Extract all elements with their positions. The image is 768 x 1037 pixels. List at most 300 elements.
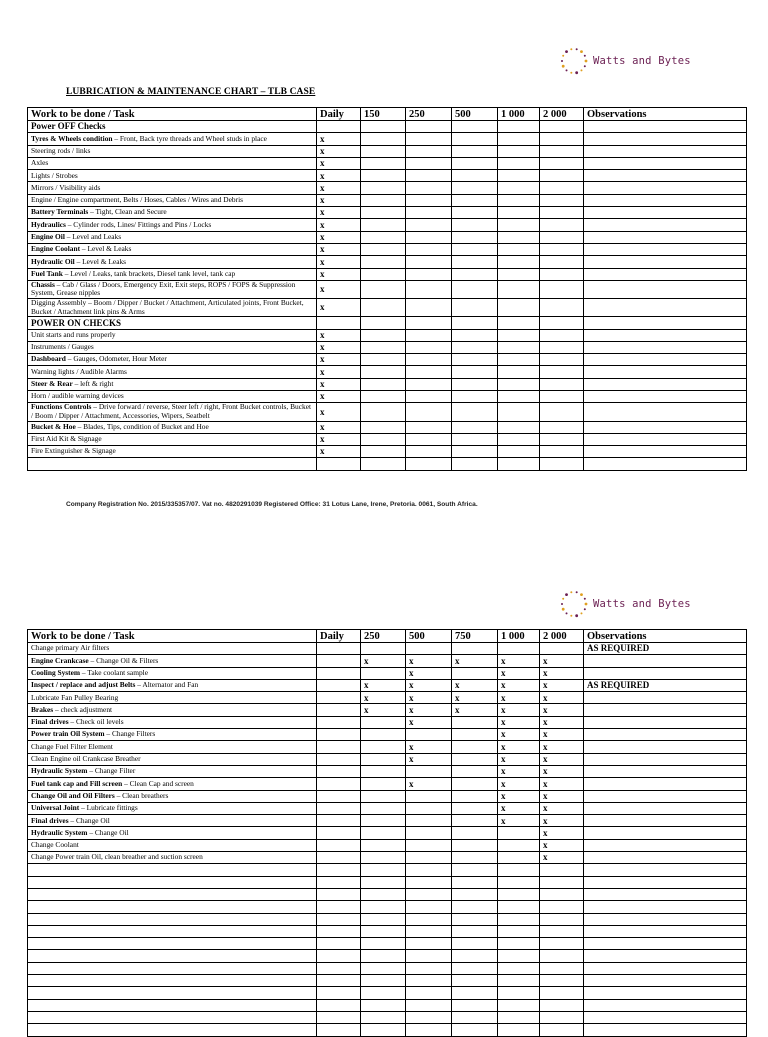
task-cell xyxy=(28,341,317,353)
empty-cell xyxy=(540,121,584,133)
service-interval-chart-table xyxy=(27,629,747,1037)
empty-cell xyxy=(317,864,361,876)
task-cell xyxy=(28,876,317,888)
task-cell xyxy=(28,354,317,366)
task-description: – left & right xyxy=(72,379,114,389)
task-description: – Change Oil xyxy=(87,827,129,837)
interval-mark-cell: x xyxy=(317,299,361,317)
empty-cell xyxy=(406,121,452,133)
empty-cell xyxy=(361,378,406,390)
observations-cell xyxy=(584,839,747,851)
logo-dot xyxy=(585,60,588,63)
interval-mark-cell: x xyxy=(406,741,452,753)
empty-cell xyxy=(317,729,361,741)
empty-cell xyxy=(452,207,498,219)
table-row xyxy=(28,145,747,157)
empty-cell xyxy=(406,913,452,925)
interval-mark-cell: x xyxy=(317,243,361,255)
empty-cell xyxy=(452,1024,498,1036)
empty-cell xyxy=(452,243,498,255)
logo-dot xyxy=(561,603,563,605)
empty-cell xyxy=(317,901,361,913)
interval-mark-cell: x xyxy=(361,704,406,716)
task-description: Change Coolant xyxy=(31,840,79,850)
task-cell xyxy=(28,679,317,691)
interval-mark-cell: x xyxy=(406,704,452,716)
table-row xyxy=(28,329,747,341)
task-description: Engine / Engine compartment, Belts / Hoses, Cables / Wires and Debris xyxy=(31,195,244,205)
column-header: Daily xyxy=(317,630,361,643)
task-description: – Check oil levels xyxy=(68,717,124,727)
task-description: Change Power train Oil, clean breather and suction screen xyxy=(31,852,203,862)
task-description: Horn / audible warning devices xyxy=(31,391,124,401)
empty-cell xyxy=(584,317,747,329)
task-cell xyxy=(28,729,317,741)
empty-cell xyxy=(498,243,540,255)
empty-cell xyxy=(361,667,406,679)
empty-cell xyxy=(540,901,584,913)
empty-cell xyxy=(540,999,584,1011)
empty-cell xyxy=(498,231,540,243)
table-row xyxy=(28,962,747,974)
task-description: Mirrors / Visibility aids xyxy=(31,182,101,192)
column-header: 750 xyxy=(452,630,498,643)
task-cell xyxy=(28,219,317,231)
task-description: – Level / Leaks, tank brackets, Diesel tank level, tank cap xyxy=(62,268,236,278)
empty-cell xyxy=(452,888,498,900)
table-row xyxy=(28,667,747,679)
task-description: – Gauges, Odometer, Hour Meter xyxy=(65,354,167,364)
task-description: – Level & Leaks xyxy=(80,244,132,254)
empty-cell xyxy=(452,643,498,655)
table-row xyxy=(28,133,747,145)
empty-cell xyxy=(540,182,584,194)
empty-cell xyxy=(452,999,498,1011)
empty-cell xyxy=(406,888,452,900)
task-description: – Blades, Tips, condition of Bucket and Hoe xyxy=(75,421,209,431)
column-header: Observations xyxy=(584,630,747,643)
empty-cell xyxy=(540,354,584,366)
logo-dot xyxy=(584,65,586,67)
table-row xyxy=(28,938,747,950)
interval-mark-cell: x xyxy=(452,692,498,704)
empty-cell xyxy=(540,256,584,268)
column-header: 500 xyxy=(452,108,498,121)
task-description: – Front, Back tyre threads and Wheel studs in place xyxy=(112,133,267,143)
empty-cell xyxy=(452,231,498,243)
task-cell xyxy=(28,913,317,925)
empty-cell xyxy=(540,421,584,433)
task-description: – Change Oil xyxy=(68,815,110,825)
interval-mark-cell: x xyxy=(498,729,540,741)
interval-mark-cell: x xyxy=(452,704,498,716)
interval-mark-cell: x xyxy=(406,679,452,691)
interval-mark-cell: x xyxy=(317,256,361,268)
empty-cell xyxy=(498,433,540,445)
table-row xyxy=(28,925,747,937)
empty-cell xyxy=(498,864,540,876)
table-row xyxy=(28,876,747,888)
empty-cell xyxy=(498,852,540,864)
interval-mark-cell: x xyxy=(540,704,584,716)
empty-cell xyxy=(452,268,498,280)
empty-cell xyxy=(452,354,498,366)
interval-mark-cell: x xyxy=(540,802,584,814)
table-row xyxy=(28,975,747,987)
empty-cell xyxy=(361,778,406,790)
observations-cell xyxy=(584,888,747,900)
observations-cell xyxy=(584,667,747,679)
empty-cell xyxy=(317,778,361,790)
empty-cell xyxy=(361,999,406,1011)
empty-cell xyxy=(498,643,540,655)
empty-cell xyxy=(406,999,452,1011)
empty-cell xyxy=(540,194,584,206)
brand-logo xyxy=(557,587,691,621)
logo-dot xyxy=(580,593,583,596)
empty-cell xyxy=(361,950,406,962)
task-label-bold: Inspect / replace and adjust Belts xyxy=(31,680,136,690)
empty-cell xyxy=(540,975,584,987)
task-label-bold: Tyres & Wheels condition xyxy=(31,133,113,143)
empty-cell xyxy=(406,243,452,255)
observations-cell xyxy=(584,207,747,219)
interval-mark-cell: x xyxy=(540,815,584,827)
observations-cell xyxy=(584,378,747,390)
interval-mark-cell: x xyxy=(540,765,584,777)
interval-mark-cell: x xyxy=(498,704,540,716)
observations-cell xyxy=(584,938,747,950)
table-row xyxy=(28,790,747,802)
empty-cell xyxy=(361,207,406,219)
interval-mark-cell: x xyxy=(540,655,584,667)
empty-cell xyxy=(452,765,498,777)
interval-mark-cell: x xyxy=(317,329,361,341)
interval-mark-cell: x xyxy=(317,133,361,145)
empty-cell xyxy=(452,962,498,974)
table-row xyxy=(28,243,747,255)
empty-cell xyxy=(361,741,406,753)
empty-cell xyxy=(452,433,498,445)
interval-mark-cell: x xyxy=(498,716,540,728)
empty-cell xyxy=(317,1024,361,1036)
column-header: Observations xyxy=(584,108,747,121)
empty-cell xyxy=(361,280,406,298)
task-cell xyxy=(28,378,317,390)
task-cell xyxy=(28,643,317,655)
task-cell xyxy=(28,329,317,341)
empty-cell xyxy=(406,802,452,814)
interval-mark-cell: x xyxy=(540,692,584,704)
task-cell xyxy=(28,692,317,704)
logo-dot xyxy=(561,60,563,62)
empty-cell xyxy=(406,839,452,851)
table-row xyxy=(28,643,747,655)
empty-cell xyxy=(406,1024,452,1036)
interval-mark-cell: x xyxy=(317,170,361,182)
empty-cell xyxy=(361,433,406,445)
observations-cell xyxy=(584,341,747,353)
observations-cell xyxy=(584,354,747,366)
logo-dot xyxy=(580,50,583,53)
empty-cell xyxy=(498,366,540,378)
empty-cell xyxy=(406,341,452,353)
section-heading: Power OFF Checks xyxy=(28,121,317,133)
empty-cell xyxy=(540,925,584,937)
empty-cell xyxy=(452,864,498,876)
observations-cell xyxy=(584,962,747,974)
interval-mark-cell: x xyxy=(498,667,540,679)
logo-dot xyxy=(584,608,586,610)
table-row xyxy=(28,987,747,999)
task-cell xyxy=(28,987,317,999)
empty-cell xyxy=(540,157,584,169)
empty-cell xyxy=(540,231,584,243)
task-label-bold: Hydraulic System xyxy=(31,766,88,776)
table-row xyxy=(28,366,747,378)
empty-cell xyxy=(540,341,584,353)
empty-cell xyxy=(498,403,540,421)
task-cell xyxy=(28,852,317,864)
table-row xyxy=(28,655,747,667)
task-label-bold: Power train Oil System xyxy=(31,729,105,739)
table-row xyxy=(28,299,747,317)
empty-cell xyxy=(406,170,452,182)
table-row xyxy=(28,765,747,777)
empty-cell xyxy=(540,876,584,888)
empty-cell xyxy=(406,876,452,888)
empty-cell xyxy=(452,121,498,133)
interval-mark-cell: x xyxy=(361,655,406,667)
observations-cell xyxy=(584,987,747,999)
empty-cell xyxy=(317,938,361,950)
empty-cell xyxy=(452,403,498,421)
empty-cell xyxy=(361,852,406,864)
empty-cell xyxy=(361,421,406,433)
empty-cell xyxy=(361,121,406,133)
empty-cell xyxy=(361,341,406,353)
interval-mark-cell: x xyxy=(317,194,361,206)
observations-cell xyxy=(584,299,747,317)
interval-mark-cell: x xyxy=(317,446,361,458)
interval-mark-cell: x xyxy=(317,219,361,231)
empty-cell xyxy=(317,667,361,679)
interval-mark-cell: x xyxy=(406,667,452,679)
empty-cell xyxy=(452,133,498,145)
empty-cell xyxy=(452,790,498,802)
empty-cell xyxy=(498,827,540,839)
task-cell xyxy=(28,741,317,753)
empty-cell xyxy=(498,925,540,937)
brand-name: Watts and Bytes xyxy=(593,55,691,67)
empty-cell xyxy=(406,790,452,802)
empty-cell xyxy=(498,876,540,888)
empty-cell xyxy=(540,170,584,182)
task-cell xyxy=(28,716,317,728)
empty-cell xyxy=(317,876,361,888)
task-label-bold: Brakes xyxy=(31,704,54,714)
interval-mark-cell: x xyxy=(317,157,361,169)
empty-cell xyxy=(540,864,584,876)
table-row xyxy=(28,692,747,704)
empty-cell xyxy=(540,950,584,962)
empty-cell xyxy=(317,790,361,802)
observations-cell: AS REQUIRED xyxy=(584,643,747,655)
task-cell xyxy=(28,975,317,987)
logo-dot xyxy=(565,593,568,596)
interval-mark-cell: x xyxy=(406,753,452,765)
observations-cell xyxy=(584,753,747,765)
observations-cell xyxy=(584,864,747,876)
table-row xyxy=(28,219,747,231)
task-cell xyxy=(28,1011,317,1023)
sunburst-logo-icon xyxy=(557,44,591,78)
empty-cell xyxy=(498,299,540,317)
observations-cell xyxy=(584,778,747,790)
task-cell xyxy=(28,802,317,814)
task-label-bold: Functions Controls xyxy=(31,402,92,412)
task-cell xyxy=(28,256,317,268)
table-row xyxy=(28,729,747,741)
empty-cell xyxy=(406,643,452,655)
task-cell xyxy=(28,133,317,145)
empty-cell xyxy=(317,962,361,974)
empty-cell xyxy=(452,938,498,950)
empty-cell xyxy=(498,354,540,366)
task-description: – Drive forward / reverse, Steer left / right, Front Bucket controls, Bucket / Boom / Dipper / Attachment, Accessories, Wipers, Seatbelt xyxy=(31,402,312,420)
task-cell xyxy=(28,790,317,802)
empty-cell xyxy=(406,446,452,458)
empty-cell xyxy=(406,403,452,421)
empty-cell xyxy=(406,433,452,445)
empty-cell xyxy=(361,815,406,827)
task-cell xyxy=(28,170,317,182)
observations-cell xyxy=(584,133,747,145)
empty-cell xyxy=(498,999,540,1011)
empty-cell xyxy=(406,268,452,280)
task-description: – Clean Cap and screen xyxy=(122,778,194,788)
empty-cell xyxy=(452,815,498,827)
empty-cell xyxy=(452,341,498,353)
empty-cell xyxy=(498,1011,540,1023)
task-description: Clean Engine oil Crankcase Breather xyxy=(31,754,141,764)
empty-cell xyxy=(498,280,540,298)
empty-cell xyxy=(452,280,498,298)
empty-cell xyxy=(540,133,584,145)
table-row xyxy=(28,999,747,1011)
empty-cell xyxy=(361,231,406,243)
empty-cell xyxy=(317,121,361,133)
empty-cell xyxy=(540,987,584,999)
observations-cell xyxy=(584,231,747,243)
task-cell xyxy=(28,765,317,777)
task-cell xyxy=(28,421,317,433)
column-header: 2 000 xyxy=(540,630,584,643)
task-cell xyxy=(28,950,317,962)
empty-cell xyxy=(361,987,406,999)
empty-cell xyxy=(361,157,406,169)
observations-cell xyxy=(584,925,747,937)
task-label-bold: Final drives xyxy=(31,717,69,727)
observations-cell xyxy=(584,802,747,814)
empty-cell xyxy=(406,256,452,268)
observations-cell xyxy=(584,421,747,433)
empty-cell xyxy=(361,354,406,366)
empty-cell xyxy=(317,987,361,999)
task-cell xyxy=(28,182,317,194)
empty-cell xyxy=(498,938,540,950)
interval-mark-cell: x xyxy=(317,268,361,280)
logo-dot xyxy=(562,65,565,68)
empty-cell xyxy=(317,317,361,329)
logo-dot xyxy=(575,71,578,74)
empty-cell xyxy=(452,876,498,888)
empty-cell xyxy=(406,219,452,231)
logo-dot xyxy=(580,69,582,71)
task-description: Change Fuel Filter Element xyxy=(31,741,113,751)
table-row xyxy=(28,280,747,298)
task-label-bold: Change Oil and Oil Filters xyxy=(31,790,115,800)
table-row xyxy=(28,268,747,280)
interval-mark-cell: x xyxy=(540,852,584,864)
empty-cell xyxy=(452,317,498,329)
interval-mark-cell: x xyxy=(540,790,584,802)
empty-cell xyxy=(498,378,540,390)
empty-cell xyxy=(452,378,498,390)
empty-cell xyxy=(452,975,498,987)
task-description: – Change Filter xyxy=(87,766,136,776)
interval-mark-cell: x xyxy=(317,182,361,194)
empty-cell xyxy=(406,378,452,390)
empty-cell xyxy=(361,790,406,802)
task-cell xyxy=(28,704,317,716)
empty-cell xyxy=(498,1024,540,1036)
task-description: Digging Assembly – Boom / Dipper / Bucket / Attachment, Articulated joints, Front Bucket, Bucket / Attachment link pins & Arms xyxy=(31,298,304,316)
observations-cell xyxy=(584,704,747,716)
interval-mark-cell: x xyxy=(498,692,540,704)
task-description: – check adjustment xyxy=(53,704,113,714)
section-heading: POWER ON CHECKS xyxy=(28,317,317,329)
empty-cell xyxy=(498,121,540,133)
table-row xyxy=(28,391,747,403)
empty-cell xyxy=(317,827,361,839)
table-row xyxy=(28,716,747,728)
task-label-bold: Chassis xyxy=(31,280,55,289)
interval-mark-cell: x xyxy=(540,679,584,691)
empty-cell xyxy=(540,219,584,231)
empty-cell xyxy=(361,391,406,403)
observations-cell xyxy=(584,157,747,169)
empty-cell xyxy=(406,852,452,864)
empty-cell xyxy=(406,962,452,974)
empty-cell xyxy=(361,765,406,777)
empty-cell xyxy=(361,901,406,913)
empty-cell xyxy=(317,753,361,765)
interval-mark-cell: x xyxy=(406,655,452,667)
empty-cell xyxy=(452,741,498,753)
empty-cell xyxy=(361,145,406,157)
empty-cell xyxy=(540,1011,584,1023)
interval-mark-cell: x xyxy=(540,753,584,765)
observations-cell xyxy=(584,403,747,421)
logo-dot xyxy=(570,72,572,74)
interval-mark-cell: x xyxy=(361,679,406,691)
interval-mark-cell: x xyxy=(317,341,361,353)
empty-cell xyxy=(317,765,361,777)
task-label-bold: Fuel Tank xyxy=(31,268,63,278)
logo-dot xyxy=(570,48,572,50)
logo-dot xyxy=(562,55,564,57)
